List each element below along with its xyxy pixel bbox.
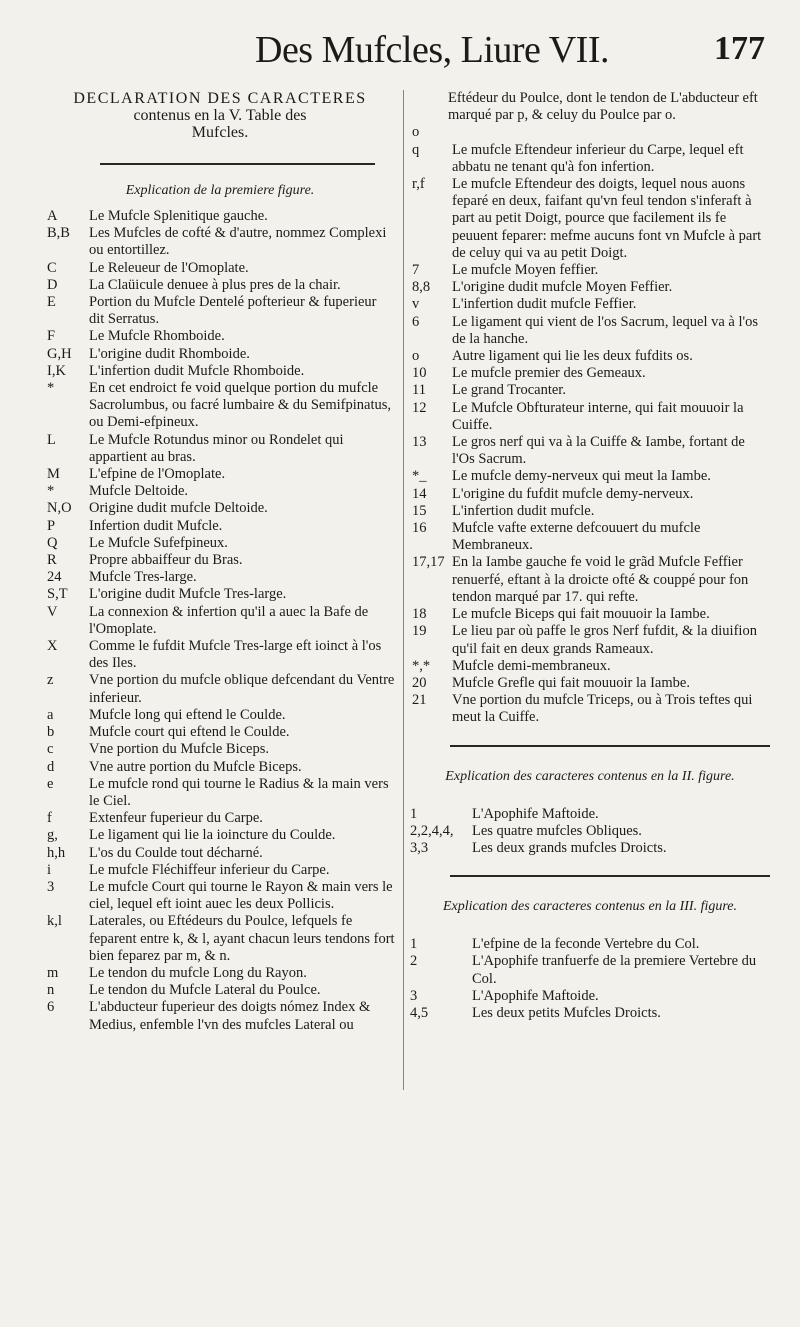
legend-entry	[45, 827, 395, 844]
legend-entry	[45, 845, 395, 862]
legend-marker: i	[47, 861, 52, 878]
legend-entry	[45, 500, 395, 517]
legend-text: L'Apophife tranfuerfe de la premiere Vertebre du Col.	[472, 953, 757, 987]
legend-entry	[45, 965, 395, 982]
legend-entry	[45, 208, 395, 225]
legend-marker: r,f	[412, 176, 425, 193]
legend-entry	[45, 638, 395, 672]
legend-text: Mufcle Tres-large.	[89, 569, 197, 586]
legend-text: L'origine dudit Rhomboide.	[89, 345, 250, 362]
legend-marker: C	[47, 259, 57, 276]
legend-marker: 3	[47, 878, 55, 895]
legend-text	[452, 124, 770, 141]
legend-entry	[410, 988, 770, 1005]
legend-marker: 2	[410, 953, 418, 970]
legend-text: Le mufcle premier des Gemeaux.	[452, 365, 646, 382]
legend-list-figure-1-continued	[410, 124, 770, 726]
legend-marker: I,K	[47, 362, 66, 379]
legend-marker: b	[47, 724, 55, 741]
legend-text: Mufcle vafte externe defcouuert du mufcle Membraneux.	[452, 520, 701, 554]
legend-text: L'origine dudit Mufcle Tres-large.	[89, 586, 287, 603]
heading-rule	[100, 163, 375, 165]
running-head-title: Des Mufcles, Liure VII.	[255, 29, 609, 71]
legend-marker: E	[47, 294, 56, 311]
section-rule-3	[450, 875, 770, 877]
legend-text: Mufcle long qui eftend le Coulde.	[89, 706, 286, 723]
legend-marker: e	[47, 775, 54, 792]
legend-marker: a	[47, 706, 54, 723]
legend-text: Les quatre mufcles Obliques.	[472, 822, 642, 839]
legend-entry	[410, 554, 770, 606]
legend-entry	[410, 675, 770, 692]
legend-marker: 17,17	[412, 554, 445, 571]
legend-text: L'efpine de la feconde Vertebre du Col.	[472, 936, 700, 953]
legend-marker: 19	[412, 623, 427, 640]
legend-text: L'abducteur fuperieur des doigts nómez Index & Medius, enfemble l'vn des mufcles Lateral ou	[89, 999, 371, 1033]
legend-marker: 3,3	[410, 839, 429, 856]
legend-entry	[45, 363, 395, 380]
legend-entry	[45, 518, 395, 535]
legend-entry	[410, 348, 770, 365]
legend-marker: D	[47, 276, 58, 293]
legend-text: Le Mufcle Sufefpineux.	[89, 534, 228, 551]
legend-entry	[45, 225, 395, 259]
legend-text: Le lieu par où paffe le gros Nerf fufdit, & la diuifion qu'il fait en deux grands Rameaux.	[452, 623, 757, 657]
legend-marker: 3	[410, 987, 418, 1004]
legend-text: Mufcle Deltoide.	[89, 483, 189, 500]
legend-entry	[410, 840, 770, 857]
legend-entry	[45, 776, 395, 810]
legend-entry	[410, 692, 770, 726]
legend-text: Le mufcle Biceps qui fait mouuoir la Iambe.	[452, 606, 710, 623]
legend-entry	[410, 503, 770, 520]
legend-text: Vne portion du mufcle Triceps, ou à Trois teftes qui meut la Cuiffe.	[452, 692, 753, 726]
section-title-figure-1: Explication de la premiere figure.	[125, 183, 315, 198]
legend-text: L'Apophife Maftoide.	[472, 987, 599, 1004]
legend-entry	[45, 707, 395, 724]
legend-text: L'Apophife Maftoide.	[472, 805, 599, 822]
legend-marker: *_	[412, 468, 427, 485]
legend-text: Le mufcle Fléchiffeur inferieur du Carpe.	[89, 861, 330, 878]
legend-text: L'origine dudit mufcle Moyen Feffier.	[452, 279, 673, 296]
legend-entry	[45, 913, 395, 965]
legend-marker: X	[47, 638, 58, 655]
legend-text: Extenfeur fuperieur du Carpe.	[89, 810, 263, 827]
legend-marker: *	[47, 483, 55, 500]
legend-entry	[410, 434, 770, 468]
legend-entry	[45, 535, 395, 552]
heading-line-2: contenus en la V. Table des	[133, 107, 307, 124]
column-divider	[403, 90, 404, 1090]
legend-marker: n	[47, 982, 55, 999]
legend-entry	[410, 658, 770, 675]
legend-marker: 10	[412, 365, 427, 382]
legend-list-figure-3	[410, 936, 770, 1022]
legend-entry	[45, 260, 395, 277]
legend-marker: f	[47, 810, 52, 827]
legend-text: Le gros nerf qui va à la Cuiffe & Iambe, fortant de l'Os Sacrum.	[452, 434, 745, 468]
legend-marker: d	[47, 758, 55, 775]
legend-marker: 4,5	[410, 1004, 429, 1021]
legend-text: Le Mufcle Splenitique gauche.	[89, 208, 268, 224]
legend-entry	[45, 759, 395, 776]
legend-marker: N,O	[47, 500, 72, 517]
legend-text: Origine dudit mufcle Deltoide.	[89, 500, 268, 517]
legend-text: Les deux petits Mufcles Droicts.	[472, 1004, 661, 1021]
legend-marker: 1	[410, 805, 418, 822]
legend-marker: v	[412, 296, 420, 313]
legend-marker: c	[47, 741, 54, 758]
legend-text: L'origine du fufdit mufcle demy-nerveux.	[452, 485, 694, 502]
legend-text: Portion du Mufcle Dentelé pofterieur & fuperieur dit Serratus.	[89, 294, 377, 328]
legend-text: Le tendon du mufcle Long du Rayon.	[89, 964, 307, 981]
legend-entry	[410, 520, 770, 554]
legend-marker: S,T	[47, 586, 68, 603]
legend-text: Le Mufcle Obfturateur interne, qui fait mouuoir la Cuiffe.	[452, 399, 744, 433]
legend-entry	[410, 1005, 770, 1022]
legend-list-figure-1	[45, 208, 395, 1034]
legend-entry	[410, 468, 770, 485]
legend-text: Le mufcle Moyen feffier.	[452, 262, 599, 279]
legend-entry	[45, 982, 395, 999]
right-column	[410, 90, 770, 1022]
legend-marker: h,h	[47, 844, 66, 861]
legend-entry	[410, 486, 770, 503]
legend-text: Infertion dudit Mufcle.	[89, 517, 223, 534]
legend-text: Mufcle court qui eftend le Coulde.	[89, 724, 290, 741]
left-column	[45, 90, 395, 1034]
section-rule-2	[450, 745, 770, 747]
legend-marker: 24	[47, 569, 62, 586]
legend-text: Autre ligament qui lie les deux fufdits os.	[452, 348, 693, 365]
legend-entry	[410, 806, 770, 823]
legend-marker: B,B	[47, 225, 70, 242]
plate-heading	[45, 90, 395, 141]
legend-text: La connexion & infertion qu'il a auec la Bafe de l'Omoplate.	[89, 603, 369, 637]
legend-text: Le mufcle demy-nerveux qui meut la Iambe.	[452, 468, 711, 485]
legend-entry	[410, 606, 770, 623]
legend-text: Le grand Trocanter.	[452, 382, 566, 399]
legend-entry	[410, 262, 770, 279]
legend-entry	[410, 953, 770, 987]
legend-entry	[410, 936, 770, 953]
legend-text: Le Releueur de l'Omoplate.	[89, 259, 249, 276]
legend-text: Laterales, ou Eftédeurs du Poulce, lefquels fe feparent entre k, & l, ayant chacun leurs tendons fort bien feparez par m, & n.	[89, 913, 395, 964]
legend-marker: G,H	[47, 345, 72, 362]
legend-entry	[410, 365, 770, 382]
legend-text: L'os du Coulde tout décharné.	[89, 844, 263, 861]
legend-entry	[45, 569, 395, 586]
legend-text: Le Mufcle Rotundus minor ou Rondelet qui appartient au bras.	[89, 431, 344, 465]
legend-text: Mufcle Grefle qui fait mouuoir la Iambe.	[452, 674, 690, 691]
legend-entry	[45, 741, 395, 758]
legend-marker: 14	[412, 485, 427, 502]
legend-marker: F	[47, 328, 56, 345]
legend-marker: *,*	[412, 657, 431, 674]
legend-text: Le ligament qui vient de l'os Sacrum, lequel va à l'os de la hanche.	[452, 313, 759, 347]
legend-text: L'infertion dudit Mufcle Rhomboide.	[89, 362, 305, 379]
legend-marker: 6	[412, 313, 420, 330]
legend-text: L'efpine de l'Omoplate.	[89, 466, 226, 483]
section-title-figure-2: Explication des caracteres contenus en la II. figure.	[445, 768, 735, 784]
legend-entry	[45, 294, 395, 328]
legend-marker: z	[47, 672, 54, 689]
legend-text: Les deux grands mufcles Droicts.	[472, 839, 667, 856]
legend-text: L'infertion dudit mufcle.	[452, 502, 595, 519]
legend-marker: m	[47, 964, 59, 981]
legend-entry	[410, 400, 770, 434]
legend-marker: o	[412, 348, 420, 365]
heading-line-1: DECLARATION DES CARACTERES	[73, 90, 367, 107]
legend-text: Le mufcle Court qui tourne le Rayon & main vers le ciel, lequel eft ioint auec les deux Pollicis.	[89, 878, 393, 913]
legend-entry	[45, 380, 395, 432]
legend-entry	[45, 724, 395, 741]
legend-entry	[410, 314, 770, 348]
legend-entry	[45, 586, 395, 603]
legend-entry	[45, 999, 395, 1033]
legend-marker: A	[47, 208, 58, 224]
legend-entry	[45, 604, 395, 638]
legend-marker: M	[47, 466, 60, 483]
legend-marker: 15	[412, 502, 427, 519]
legend-marker: q	[412, 141, 420, 158]
legend-marker: R	[47, 552, 57, 569]
legend-marker: 6	[47, 999, 55, 1016]
legend-text: Comme le fufdit Mufcle Tres-large eft ioinct à l'os des Iles.	[89, 638, 382, 672]
legend-entry	[410, 176, 770, 262]
legend-entry	[45, 328, 395, 345]
legend-marker: 8,8	[412, 279, 431, 296]
legend-entry	[45, 810, 395, 827]
legend-marker: 2,2,4,4,	[410, 822, 454, 839]
legend-marker: *	[47, 380, 55, 397]
legend-marker: 21	[412, 692, 427, 709]
legend-marker: P	[47, 517, 56, 534]
legend-marker: k,l	[47, 913, 62, 930]
legend-entry	[410, 279, 770, 296]
legend-text: Le mufcle Eftendeur inferieur du Carpe, lequel eft abbatu ne tenant qu'à fon infertion.	[452, 141, 744, 175]
continued-entry: Eftédeur du Poulce, dont le tendon de L'abducteur eft marqué par p, & celuy du Poulce par o.	[448, 90, 758, 124]
legend-marker: 7	[412, 262, 420, 279]
legend-entry	[410, 823, 770, 840]
legend-text: Vne portion du Mufcle Biceps.	[89, 741, 270, 758]
legend-entry	[45, 879, 395, 913]
legend-marker: 1	[410, 936, 418, 953]
legend-text: Le mufcle Eftendeur des doigts, lequel nous auons feparé en deux, faifant qu'vn feul tendon s'inferaft à part au petit Doigt, pource que facilement ils fe peuuent feparer: mefme aucuns font vn Mufcle à part de celuy qui va au petit Doigt.	[452, 176, 762, 261]
legend-text: Propre abbaiffeur du Bras.	[89, 552, 243, 569]
legend-entry	[45, 552, 395, 569]
legend-marker: o	[412, 124, 420, 141]
legend-entry	[410, 382, 770, 399]
legend-entry	[45, 466, 395, 483]
legend-marker: 16	[412, 520, 427, 537]
section-title-figure-3: Explication des caracteres contenus en la III. figure.	[442, 899, 738, 915]
legend-entry	[410, 296, 770, 313]
page-number: 177	[714, 30, 765, 67]
legend-marker: 12	[412, 399, 427, 416]
legend-text: Le ligament qui lie la ioincture du Coulde.	[89, 827, 336, 844]
legend-entry	[45, 432, 395, 466]
legend-text: Vne portion du mufcle oblique defcendant du Ventre inferieur.	[89, 672, 395, 706]
legend-entry	[45, 672, 395, 706]
legend-marker: g,	[47, 827, 58, 844]
legend-entry	[45, 277, 395, 294]
legend-marker: 18	[412, 606, 427, 623]
legend-marker: 20	[412, 674, 427, 691]
legend-text: Le Mufcle Rhomboide.	[89, 328, 225, 345]
legend-marker: 11	[412, 382, 426, 399]
legend-text: En la Iambe gauche fe void le grãd Mufcle Feffier renuerfé, eftant à la droicte ofté & couppé pour fon tendon marqué par 17. qui refte.	[452, 554, 749, 605]
legend-text: Vne autre portion du Mufcle Biceps.	[89, 758, 302, 775]
legend-text: La Claüicule denuee à plus pres de la chair.	[89, 276, 341, 293]
legend-text: En cet endroict fe void quelque portion du mufcle Sacrolumbus, ou facré lumbaire & du Semifpinatus, ou Demi-efpineux.	[89, 380, 392, 431]
legend-marker: L	[47, 431, 56, 448]
legend-text: Le mufcle rond qui tourne le Radius & la main vers le Ciel.	[89, 775, 389, 809]
legend-entry	[410, 623, 770, 657]
heading-line-3: Mufcles.	[191, 124, 249, 141]
legend-marker: 13	[412, 434, 427, 451]
legend-entry	[45, 483, 395, 500]
legend-list-figure-2	[410, 806, 770, 858]
legend-entry	[45, 862, 395, 879]
legend-entry	[410, 124, 770, 141]
legend-marker: V	[47, 603, 58, 620]
legend-text: Mufcle demi-membraneux.	[452, 657, 611, 674]
legend-text: Le tendon du Mufcle Lateral du Poulce.	[89, 982, 321, 999]
legend-text: L'infertion dudit mufcle Feffier.	[452, 296, 637, 313]
legend-entry	[410, 142, 770, 176]
legend-entry	[45, 346, 395, 363]
legend-marker: Q	[47, 534, 58, 551]
running-head	[255, 28, 765, 78]
legend-text: Les Mufcles de cofté & d'autre, nommez Complexi ou entortillez.	[89, 225, 387, 259]
